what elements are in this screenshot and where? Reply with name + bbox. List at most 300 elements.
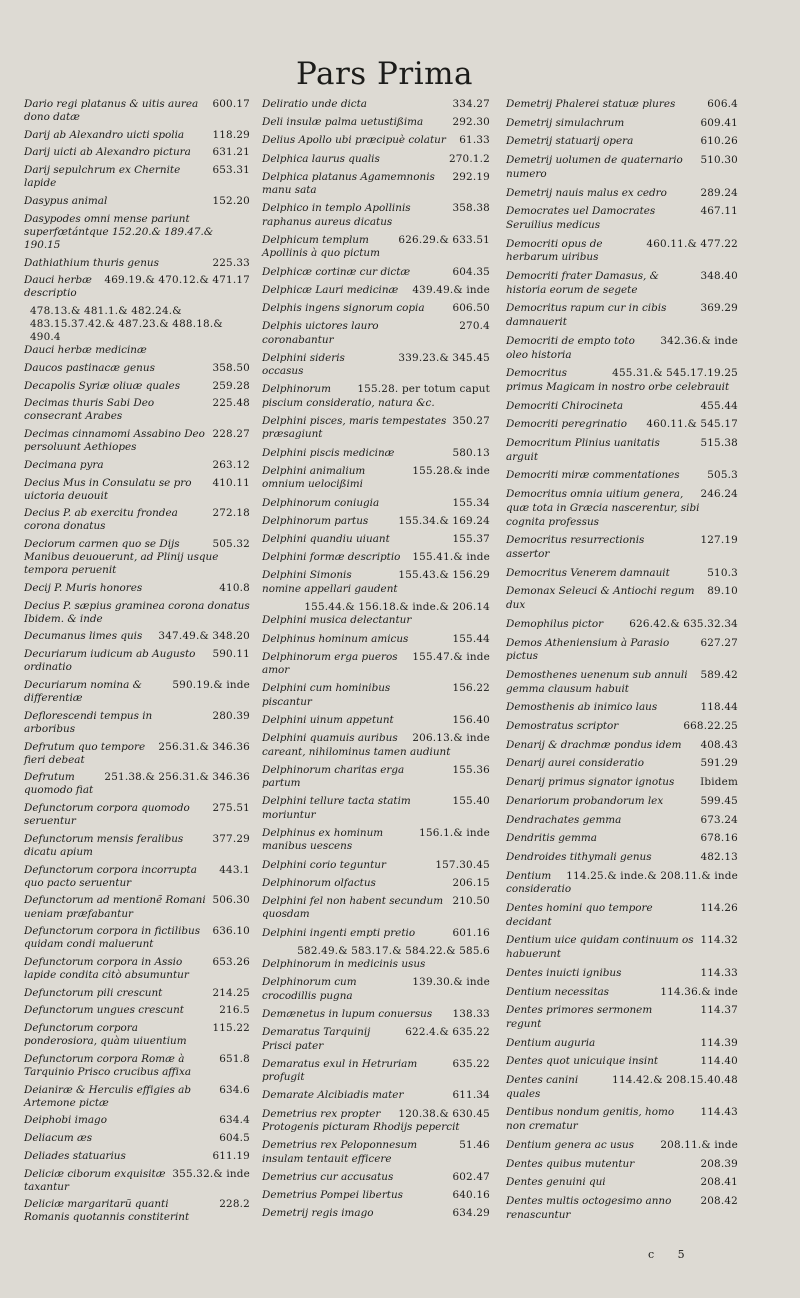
entry-text: Democriti de empto toto oleo historia — [506, 334, 635, 361]
entry-text: Denarij aurei consideratio — [506, 757, 644, 770]
entry-text: Demetrij uolumen de quaternario numero — [506, 154, 683, 180]
entry-reference: 206.15 — [452, 876, 490, 889]
entry-text: Delphinorum cum crocodillis pugna — [262, 976, 357, 1002]
entry-text: Democritus rapum cur in cibis damnauerit — [506, 302, 667, 329]
entry-text: Delphini Simonis nomine appellari gaudent — [262, 569, 398, 595]
index-entry — [506, 1106, 738, 1133]
index-entry — [24, 129, 250, 142]
index-entry — [24, 195, 250, 208]
entry-reference: 114.33 — [700, 966, 738, 979]
entry-reference: 600.17 — [212, 98, 250, 110]
index-entry — [506, 720, 738, 734]
index-entry — [262, 515, 490, 528]
index-entry — [506, 851, 738, 865]
entry-reference: 339.23.& 345.45 — [398, 351, 490, 364]
index-column-middle — [262, 98, 490, 1225]
index-entry — [262, 859, 490, 872]
entry-text: Deliratio unde dicta — [262, 98, 367, 110]
entry-reference: 602.47 — [452, 1170, 490, 1183]
entry-text: Demetrius rex Peloponnesum insulam tentauit efficere — [262, 1139, 418, 1165]
entry-text: Delphinorum olfactus — [262, 876, 376, 889]
entry-reference: 455.31.& 545.17.19.25 — [612, 367, 738, 380]
entry-reference: 634.29 — [452, 1207, 490, 1220]
index-entry — [262, 234, 490, 261]
entry-text: Darij sepulchrum ex Chernite lapide — [24, 164, 181, 190]
index-entry — [262, 877, 490, 890]
entry-text: Defunctorum corpora ponderosiora, quàm uiuentium — [24, 1022, 187, 1048]
index-column-left — [24, 98, 250, 1229]
entry-reference: 256.31.& 346.36 — [158, 740, 250, 753]
entry-text: Delphinorum erga pueros amor — [262, 650, 398, 677]
index-entry — [24, 1150, 250, 1163]
entry-reference: 155.36 — [452, 763, 490, 776]
entry-reference: 334.27 — [452, 98, 490, 110]
index-entry — [506, 1139, 738, 1153]
index-entry — [262, 284, 490, 297]
entry-reference: 469.19.& 470.12.& 471.17 — [104, 274, 250, 287]
index-entry — [24, 1168, 250, 1194]
entry-text: Decimas thuris Sabi Deo consecrant Arabes — [24, 397, 155, 423]
index-entry — [262, 202, 490, 229]
entry-reference: 270.1.2 — [448, 152, 490, 165]
index-entry — [506, 1176, 738, 1190]
entry-text: Delius Apollo ubi præcipuè colatur — [262, 134, 446, 147]
entry-reference: 601.16 — [452, 926, 490, 939]
entry-reference: 289.24 — [700, 186, 738, 199]
entry-reference: 589.42 — [700, 668, 738, 681]
entry-text: Demostratus scriptor — [506, 720, 619, 733]
index-entry — [262, 533, 490, 546]
entry-reference: 155.34 — [452, 496, 490, 509]
entry-text: Dauci herbæ medicinæ — [24, 344, 147, 357]
entry-text: Delphico in templo Apollinis raphanus aureus dicatus — [262, 202, 411, 228]
entry-reference: 155.44 — [452, 632, 490, 645]
index-entry — [24, 864, 250, 890]
index-entry — [24, 1132, 250, 1145]
index-entry — [262, 98, 490, 111]
entry-reference: 114.25.& inde.& 208.11.& inde — [566, 869, 738, 882]
entry-text: Delphini uinum appetunt — [262, 713, 394, 726]
index-entry — [24, 274, 250, 300]
entry-text: Decius P. ab exercitu frondea corona donatus — [24, 507, 178, 533]
entry-text: Delphinorum coniugia — [262, 496, 380, 509]
index-column-right — [506, 98, 738, 1227]
entry-text: Demosthenis ab inimico laus — [506, 701, 658, 714]
entry-reference: 114.42.& 208.15.40.48 — [612, 1074, 738, 1087]
index-entry — [262, 383, 490, 410]
entry-text: Delphicum templum Apollinis à quo pictum — [262, 234, 380, 260]
index-entry — [262, 633, 490, 646]
index-entry — [24, 428, 250, 454]
entry-text: Delphini cum hominibus piscantur — [262, 682, 391, 708]
entry-text: Democritus resurrectionis assertor — [506, 534, 645, 560]
index-entry — [262, 266, 490, 279]
entry-reference: 478.13.& 481.1.& 482.24.& 483.15.37.42.& 487.23.& 488.18.& 490.4 — [30, 304, 223, 344]
entry-reference: 510.30 — [700, 154, 738, 167]
entry-reference: 114.40 — [700, 1055, 738, 1068]
index-entry — [506, 400, 738, 414]
entry-text: Dendrachates gemma — [506, 813, 622, 826]
entry-text: Dentes homini quo tempore decidant — [506, 902, 653, 928]
entry-reference: 626.29.& 633.51 — [398, 234, 490, 247]
index-entry — [506, 814, 738, 828]
index-entry — [262, 827, 490, 854]
entry-text: Deciorum carmen quo se Dijs Manibus deuouerunt, ad Plinij usque tempora peruenit — [24, 538, 219, 577]
entry-text: Dasypus animal — [24, 194, 108, 207]
entry-text: Dentes primores sermonem regunt — [506, 1004, 653, 1030]
index-entry — [262, 651, 490, 678]
entry-reference: 272.18 — [212, 507, 250, 520]
index-entry — [24, 380, 250, 393]
index-entry — [262, 714, 490, 727]
index-entry — [24, 894, 250, 920]
entry-reference: 114.36.& inde — [660, 985, 738, 998]
entry-reference: 208.42 — [700, 1195, 738, 1207]
entry-reference: 216.5 — [219, 1004, 250, 1017]
entry-reference: 590.11 — [212, 648, 250, 661]
entry-reference: 348.40 — [700, 270, 738, 283]
entry-reference: 155.47.& inde — [412, 650, 490, 663]
entry-reference: 225.48 — [212, 397, 250, 410]
entry-reference: 460.11.& 545.17 — [646, 418, 738, 431]
entry-text: Dario regi platanus & uitis aurea dono datæ — [24, 98, 199, 124]
entry-text: Decuriarum iudicum ab Augusto ordinatio — [24, 648, 196, 674]
index-entry — [506, 238, 738, 265]
entry-text: Defrutum quo tempore fieri debeat — [24, 740, 146, 766]
entry-reference: 114.43 — [700, 1106, 738, 1119]
entry-text: Delphinorum charitas erga partum — [262, 763, 405, 790]
index-entry — [24, 630, 250, 643]
entry-reference: 225.33 — [212, 256, 250, 269]
index-entry — [262, 302, 490, 315]
index-entry — [506, 618, 738, 632]
entry-reference: 263.12 — [212, 458, 250, 471]
entry-text: Dathiathium thuris genus — [24, 256, 159, 269]
entry-text: Delphini piscis medicinæ — [262, 446, 395, 459]
entry-text: Deliciæ ciborum exquisitæ taxantur — [24, 1167, 166, 1193]
entry-text: Demarate Alcibiadis mater — [262, 1089, 404, 1102]
entry-reference: 157.30.45 — [435, 858, 490, 871]
index-entry — [506, 1004, 738, 1031]
index-entry — [24, 1084, 250, 1110]
index-entry — [506, 567, 738, 581]
entry-text: Decimas cinnamomi Assabino Deo persoluunt Aethiopes — [24, 428, 205, 454]
entry-text: Democriti Chirocineta — [506, 399, 624, 412]
index-entry — [506, 1158, 738, 1172]
index-entry — [506, 669, 738, 696]
entry-reference: 115.22 — [212, 1022, 250, 1035]
entry-reference: 582.49.& 583.17.& 584.22.& 585.6 — [297, 944, 490, 957]
entry-reference: 609.41 — [700, 116, 738, 129]
entry-reference: 118.44 — [700, 701, 738, 714]
entry-text: Delphini animalium omnium uelocißimi — [262, 464, 366, 491]
entry-reference: 120.38.& 630.45 — [398, 1107, 490, 1120]
index-entry — [24, 538, 250, 577]
index-entry — [24, 1053, 250, 1079]
entry-text: Democritus Venerem damnauit — [506, 566, 670, 579]
entry-text: Decius Mus in Consulatu se pro uictoria deuouit — [24, 476, 192, 502]
entry-reference: 606.50 — [452, 302, 490, 315]
entry-text: Democriti miræ commentationes — [506, 469, 680, 482]
entry-text: Dentes quibus mutentur — [506, 1157, 635, 1170]
entry-text: Dendroides tithymali genus — [506, 850, 652, 863]
entry-reference: 358.50 — [212, 361, 250, 374]
entry-text: Defunctorum ungues crescunt — [24, 1004, 184, 1017]
entry-text: Dentium consideratio — [506, 869, 572, 896]
entry-text: Democritus omnia uitium genera, quæ tota in Græcia nascerentur, sibi cognita professus — [506, 488, 700, 528]
entry-reference: 152.20 — [212, 194, 250, 207]
entry-text: Demonax Seleuci & Antiochi regum dux — [506, 585, 695, 612]
index-entry — [262, 764, 490, 791]
entry-reference: 604.35 — [452, 265, 490, 278]
index-entry — [262, 795, 490, 822]
entry-reference: 251.38.& 256.31.& 346.36 — [104, 771, 250, 784]
entry-reference: 482.13 — [700, 850, 738, 863]
index-entry — [24, 1004, 250, 1017]
entry-reference: 155.44.& 156.18.& inde.& 206.14 — [304, 600, 490, 613]
index-entry — [24, 1022, 250, 1048]
entry-reference: 139.30.& inde — [412, 976, 490, 989]
index-entry — [24, 362, 250, 375]
entry-reference: 634.6 — [219, 1083, 250, 1096]
entry-reference: 369.29 — [700, 302, 738, 315]
entry-text: Demetrius rex propter Protogenis picturam Rhodijs pepercit — [262, 1107, 460, 1134]
index-entry — [506, 739, 738, 753]
index-entry — [506, 335, 738, 362]
index-entry — [506, 154, 738, 181]
entry-text: Democriti frater Damasus, & historia eorum de segete — [506, 270, 659, 296]
entry-reference: 653.31 — [212, 164, 250, 177]
entry-reference: 156.22 — [452, 682, 490, 695]
entry-text: Democrates uel Damocrates Seruilius medicus — [506, 205, 656, 231]
entry-text: Demetrij Phalerei statuæ plures — [506, 98, 676, 110]
entry-text: Delphinorum piscium consideratio, natura &c. — [262, 383, 435, 409]
entry-reference: 156.1.& inde — [419, 826, 490, 839]
entry-text: Demetrius cur accusatus — [262, 1170, 394, 1183]
entry-text: Dauci herbæ descriptio — [24, 274, 92, 300]
entry-text: Deliacum æs — [24, 1132, 93, 1145]
entry-text: Democritus primus Magicam in nostro orbe celebrauit — [506, 367, 730, 393]
entry-reference: 460.11.& 477.22 — [646, 237, 738, 250]
signature-mark: c 5 — [648, 1248, 695, 1261]
entry-reference: 651.8 — [219, 1052, 250, 1065]
entry-reference: 635.22 — [452, 1057, 490, 1070]
index-entry — [24, 987, 250, 1000]
index-entry — [262, 352, 490, 379]
index-entry — [24, 956, 250, 982]
entry-reference: 228.27 — [212, 428, 250, 441]
index-entry — [506, 437, 738, 464]
index-entry — [506, 534, 738, 561]
entry-text: Deliades statuarius — [24, 1149, 126, 1162]
entry-text: Demaratus exul in Hetruriam profugit — [262, 1057, 418, 1084]
entry-text: Defunctorum mensis feralibus dicatu apium — [24, 832, 184, 858]
entry-reference: 611.34 — [452, 1089, 490, 1102]
entry-text: Demetrij nauis malus ex cedro — [506, 186, 667, 199]
entry-reference: 515.38 — [700, 437, 738, 450]
entry-text: Deianiræ & Herculis effigies ab Artemone pictæ — [24, 1083, 192, 1109]
entry-text: Deflorescendi tempus in arboribus — [24, 709, 153, 735]
index-entry — [506, 135, 738, 149]
entry-text: Defunctorum corpora Romæ à Tarquinio Prisco crucibus affixa — [24, 1052, 192, 1078]
entry-reference: 114.39 — [700, 1036, 738, 1049]
entry-reference: 653.26 — [212, 955, 250, 968]
index-entry — [24, 164, 250, 190]
entry-text: Delphini quamuis auribus careant, nihilominus tamen audiunt — [262, 732, 451, 758]
index-entry — [24, 257, 250, 270]
entry-text: Delphis ingens signorum copia — [262, 302, 425, 315]
index-entry — [262, 1026, 490, 1053]
entry-text: Darij ab Alexandro uicti spolia — [24, 128, 185, 141]
entry-reference: 636.10 — [212, 925, 250, 938]
entry-reference: 410.11 — [212, 476, 250, 489]
entry-reference: 622.4.& 635.22 — [405, 1026, 490, 1039]
entry-reference: 206.13.& inde — [412, 732, 490, 745]
entry-text: Dentium necessitas — [506, 985, 610, 998]
entry-text: Delphicæ cortinæ cur dictæ — [262, 265, 411, 278]
index-entry — [262, 1207, 490, 1220]
entry-text: Dentibus nondum genitis, homo non crematur — [506, 1106, 675, 1133]
index-entry — [506, 469, 738, 483]
entry-reference: 214.25 — [212, 986, 250, 999]
entry-text: Demophilus pictor — [506, 617, 604, 630]
page-title: Pars Prima — [296, 56, 473, 92]
entry-text: Delphini musica delectantur — [262, 614, 412, 627]
entry-text: Deiphobi imago — [24, 1114, 107, 1127]
entry-reference: 673.24 — [700, 813, 738, 826]
entry-text: Demetrij regis imago — [262, 1207, 374, 1220]
entry-text: Dentium auguria — [506, 1036, 596, 1049]
entry-reference: 626.42.& 635.32.34 — [629, 617, 738, 630]
entry-text: Demetrij statuarij opera — [506, 135, 634, 148]
entry-text: Defunctorum corpora quomodo seruentur — [24, 802, 190, 828]
index-entry — [262, 447, 490, 460]
entry-text: Demos Atheniensium à Parasio pictus — [506, 636, 670, 663]
entry-reference: 228.2 — [219, 1198, 250, 1211]
entry-text: Deli insulæ palma uetustißima — [262, 116, 424, 129]
index-entry — [262, 1008, 490, 1021]
entry-reference: 347.49.& 348.20 — [158, 630, 250, 643]
index-entry — [506, 367, 738, 394]
index-entry — [24, 741, 250, 767]
entry-text: Darij uicti ab Alexandro pictura — [24, 146, 191, 159]
entry-text: Denarij primus signator ignotus — [506, 776, 675, 789]
entry-reference: 342.36.& inde — [660, 334, 738, 347]
index-entry — [262, 927, 490, 940]
entry-reference: 138.33 — [452, 1008, 490, 1021]
entry-text: Daucos pastinacæ genus — [24, 361, 155, 374]
entry-text: Delphinus hominum amicus — [262, 632, 409, 645]
entry-text: Defrutum quomodo fiat — [24, 771, 94, 797]
entry-reference: 155.37 — [452, 532, 490, 545]
entry-text: Democritum Plinius uanitatis arguit — [506, 437, 660, 463]
index-entry — [262, 976, 490, 1003]
index-entry — [506, 986, 738, 1000]
entry-reference: 634.4 — [219, 1114, 250, 1127]
index-entry — [24, 397, 250, 423]
entry-reference: 606.4 — [707, 98, 738, 110]
entry-reference: 580.13 — [452, 446, 490, 459]
entry-text: Defunctorum ad mentionẽ Romani ueniam præfabantur — [24, 894, 206, 920]
entry-reference: 208.11.& inde — [660, 1138, 738, 1151]
entry-text: Delphinorum partus — [262, 514, 369, 527]
index-entry — [506, 187, 738, 201]
index-entry — [24, 600, 250, 626]
entry-reference: 270.4 — [459, 320, 490, 333]
index-entry — [506, 832, 738, 846]
entry-reference: 590.19.& inde — [172, 678, 250, 691]
entry-text: Demetrij simulachrum — [506, 116, 625, 129]
index-entry — [262, 569, 490, 596]
entry-text: Delphinus ex hominum manibus uescens — [262, 826, 384, 853]
entry-reference: 246.24 — [700, 488, 738, 501]
entry-text: Defunctorum corpora in Assio lapide condita citò absumuntur — [24, 955, 189, 982]
entry-text: Dentium uice quidam continuum os habuerunt — [506, 934, 694, 961]
entry-text: Decij P. Muris honores — [24, 582, 143, 594]
index-entry — [24, 771, 250, 797]
index-entry — [506, 488, 738, 529]
entry-text: Dentes genuini qui — [506, 1176, 606, 1189]
entry-reference: 410.8 — [219, 582, 250, 594]
entry-reference: 259.28 — [212, 379, 250, 392]
index-entry — [24, 710, 250, 736]
entry-reference: 114.32 — [700, 934, 738, 947]
entry-text: Demænetus in lupum conuersus — [262, 1008, 433, 1021]
entry-reference: 505.32 — [212, 538, 250, 551]
entry-reference: 627.27 — [700, 636, 738, 649]
index-entry — [24, 1198, 250, 1224]
entry-text: Dentes multis octogesimo anno renascuntur — [506, 1195, 672, 1221]
entry-reference: 275.51 — [212, 802, 250, 815]
entry-reference: 155.43.& 156.29 — [398, 569, 490, 582]
entry-reference: 114.37 — [700, 1004, 738, 1017]
entry-reference: 467.11 — [700, 205, 738, 218]
entry-text: Demaratus Tarquinij Prisci pater — [262, 1026, 371, 1052]
entry-reference: 155.40 — [452, 795, 490, 808]
index-entry — [262, 1058, 490, 1085]
entry-text: Delphini sideris occasus — [262, 351, 345, 378]
entry-text: Demosthenes uenenum sub annuli gemma clausum habuit — [506, 668, 688, 695]
entry-text: Dendritis gemma — [506, 832, 597, 845]
index-entry — [506, 967, 738, 981]
index-entry — [24, 833, 250, 859]
index-entry — [262, 551, 490, 564]
index-entry — [506, 585, 738, 612]
entry-reference: 610.26 — [700, 135, 738, 148]
entry-text: Denariorum probandorum lex — [506, 794, 664, 807]
entry-reference: 350.27 — [452, 415, 490, 428]
entry-reference: 678.16 — [700, 832, 738, 845]
entry-text: Dentes quot unicuique insint — [506, 1055, 659, 1068]
entry-text: Dentes inuicti ignibus — [506, 966, 622, 979]
index-entry — [262, 1189, 490, 1202]
index-entry — [262, 415, 490, 442]
entry-text: Defunctorum corpora in fictilibus quidam condi maluerunt — [24, 925, 201, 951]
index-entry — [262, 682, 490, 709]
entry-reference: 89.10 — [707, 585, 738, 598]
index-entry — [262, 732, 490, 759]
index-entry — [24, 648, 250, 674]
entry-text: Delphica platanus Agamemnonis manu sata — [262, 170, 435, 197]
entry-text: Decius P. sæpius graminea corona donatus Ibidem. & inde — [24, 599, 250, 625]
entry-reference: 668.22.25 — [683, 720, 738, 733]
index-entry — [506, 637, 738, 664]
entry-text: Defunctorum corpora incorrupta quo pacto seruentur — [24, 863, 197, 889]
entry-reference: 604.5 — [219, 1132, 250, 1145]
index-entry — [506, 117, 738, 131]
index-entry — [24, 459, 250, 472]
entry-text: Defunctorum pili crescunt — [24, 986, 163, 999]
